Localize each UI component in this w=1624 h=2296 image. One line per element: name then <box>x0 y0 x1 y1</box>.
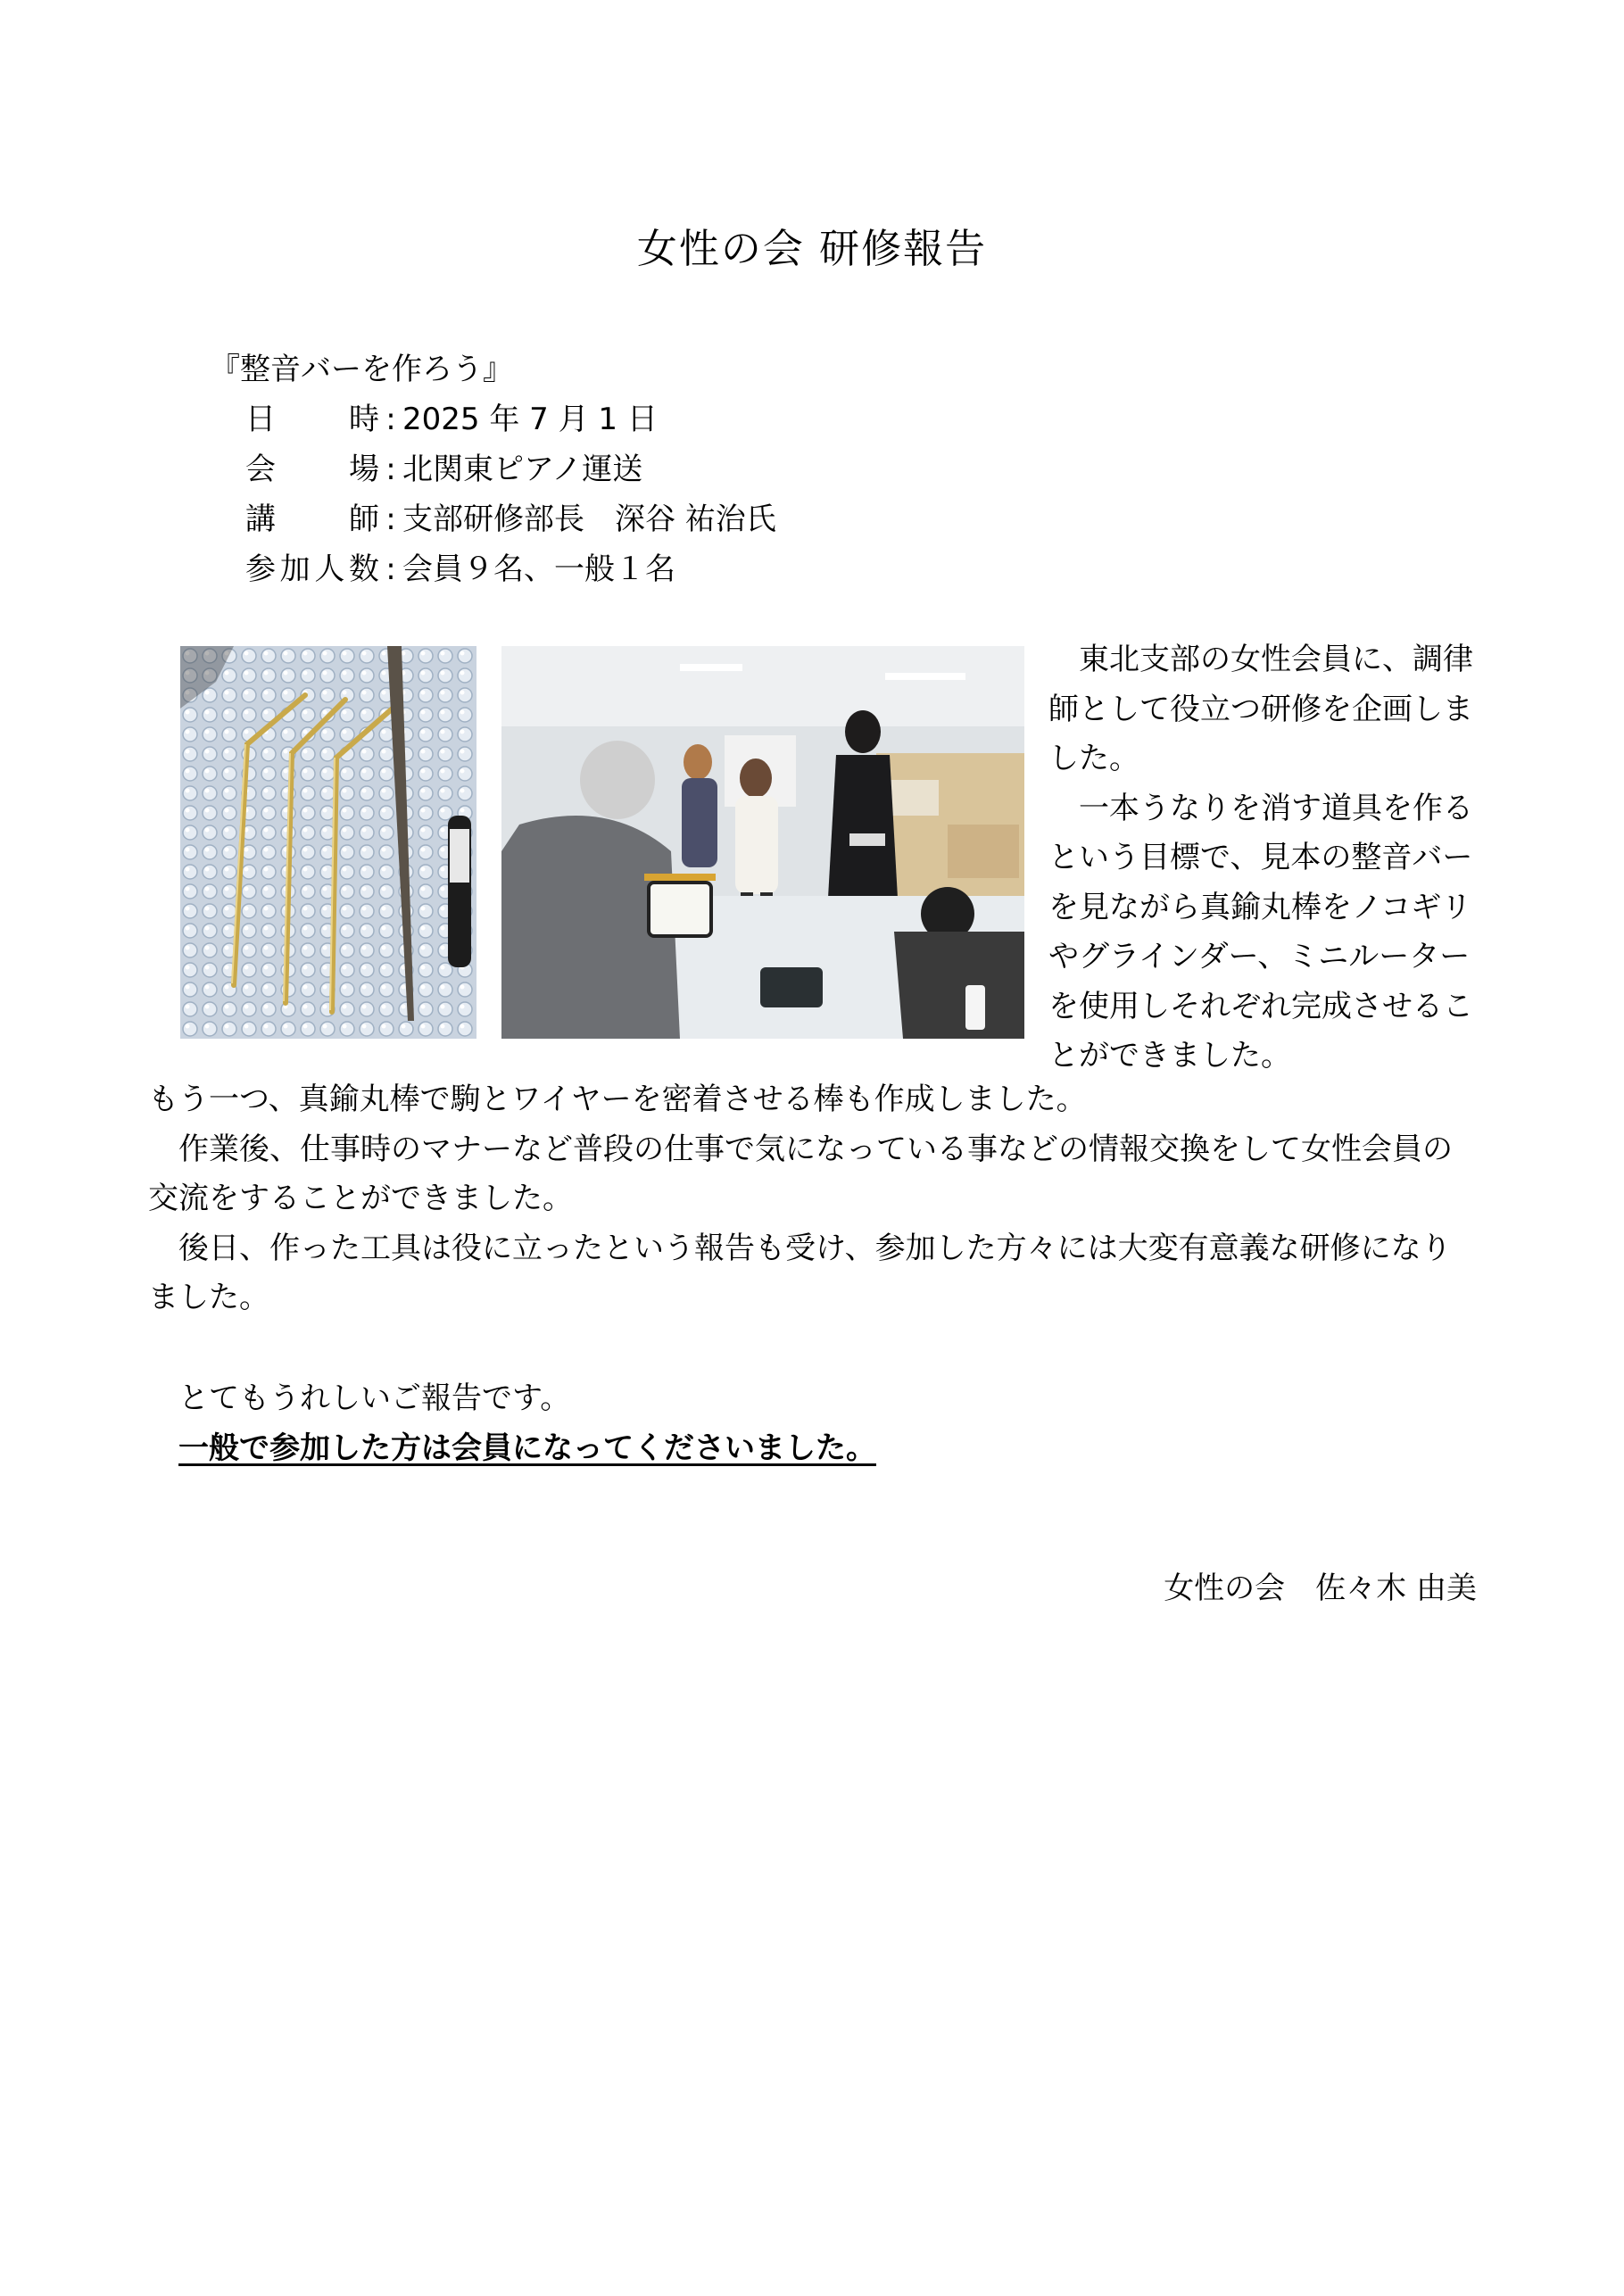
paragraph: 一本うなりを消す道具を作るという目標で、見本の整音バーを見ながら真鍮丸棒をノコギリやグラインダー、ミニルーターを使用しそれぞれ完成させることができました。 <box>1048 790 1473 1073</box>
event-subtitle: 『整音バーを作ろう』 <box>210 352 513 387</box>
detail-colon: : <box>385 402 396 437</box>
paragraph: 後日、作った工具は役に立ったという報告も受け、参加した方々には大変有意義な研修になりました。 <box>148 1230 1452 1315</box>
paragraph: 作業後、仕事時のマナーなど普段の仕事で気になっている事などの情報交換をして女性会員の交流をすることができました。 <box>148 1131 1453 1216</box>
detail-row-participants <box>210 544 776 594</box>
detail-value: 2025 年 7 月 1 日 <box>402 402 658 437</box>
closing-highlight: 一般で参加した方は会員になってくださいました。 <box>178 1430 876 1466</box>
body-paragraphs <box>148 1075 1478 1323</box>
side-paragraphs <box>1048 635 1477 1082</box>
detail-row-date <box>210 394 776 444</box>
detail-colon: : <box>385 551 396 587</box>
detail-label: 講 師 <box>245 501 379 537</box>
detail-value: 支部研修部長 深谷 祐治氏 <box>402 501 776 537</box>
closing-remarks <box>178 1374 876 1473</box>
detail-row-venue <box>210 444 776 494</box>
photo-workshop <box>501 646 1024 1039</box>
detail-label: 参加人数 <box>245 551 379 587</box>
detail-value: 会員９名、一般１名 <box>402 551 675 587</box>
detail-label: 日 時 <box>245 402 379 437</box>
detail-colon: : <box>385 501 396 537</box>
closing-line: とてもうれしいご報告です。 <box>178 1380 571 1416</box>
photo-brass-bars <box>180 646 476 1039</box>
page-title: 女性の会 研修報告 <box>636 225 988 272</box>
paragraph: もう一つ、真鍮丸棒で駒とワイヤーを密着させる棒も作成しました。 <box>148 1082 1087 1117</box>
detail-colon: : <box>385 452 396 487</box>
detail-row-instructor <box>210 494 776 544</box>
signature: 女性の会 佐々木 由美 <box>1164 1571 1477 1606</box>
detail-value: 北関東ピアノ運送 <box>402 452 643 487</box>
paragraph: 東北支部の女性会員に、調律師として役立つ研修を企画しました。 <box>1048 642 1473 776</box>
detail-label: 会 場 <box>245 452 379 487</box>
event-details <box>210 344 776 594</box>
